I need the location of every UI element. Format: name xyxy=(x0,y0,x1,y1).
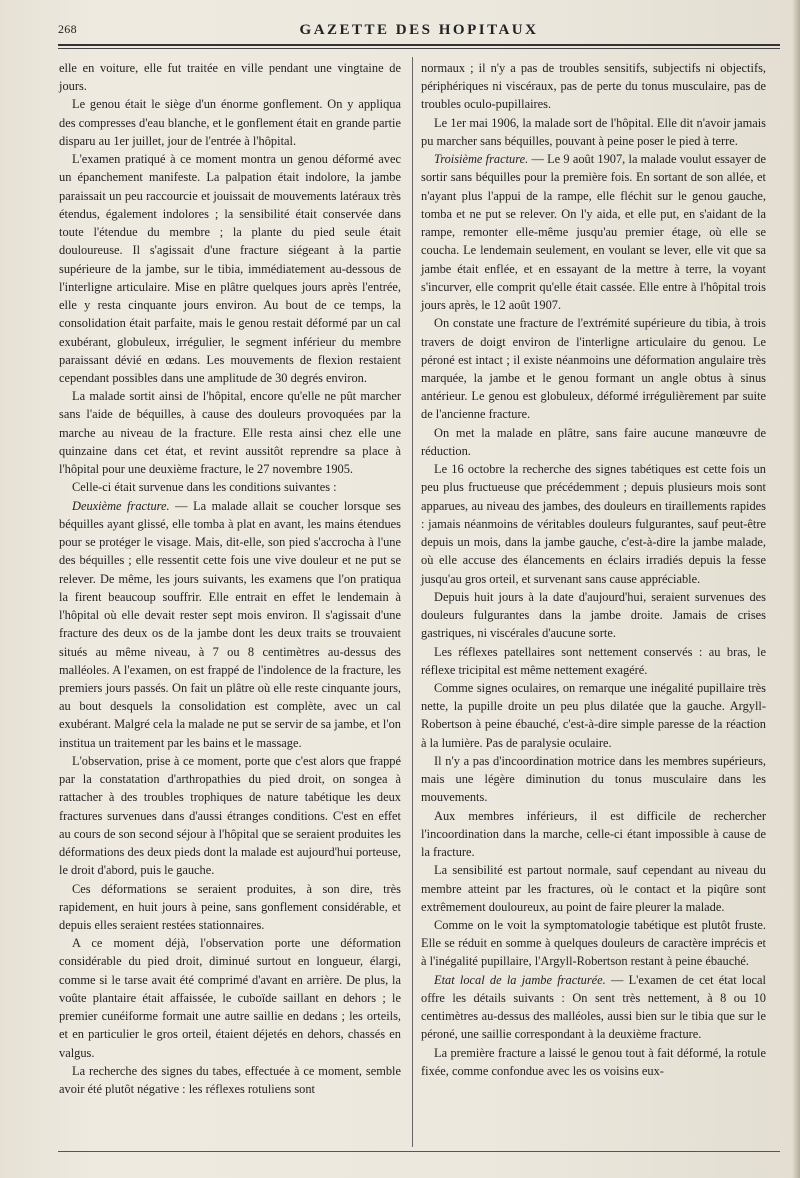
paragraph xyxy=(59,150,401,387)
left-text-column xyxy=(59,59,401,1098)
paragraph xyxy=(59,934,401,1062)
journal-title: GAZETTE DES HOPITAUX xyxy=(299,22,539,38)
paragraph-text: Aux membres inférieurs, il est difficile de rechercher l'incoordination dans la marche, celle-ci étant impossible à cause de la fracture. xyxy=(421,808,766,860)
paragraph-text: La malade sortit ainsi de l'hôpital, encore qu'elle ne pût marcher sans l'aide de béquilles, à cause des douleurs provoquées par la marche au niveau de la fracture. Elle resta ainsi chez elle une quinzaine dans cet état, et revint aussitôt reprendre sa place à l'hôpital pour une deuxième fracture, le 27 novembre 1905. xyxy=(59,389,401,477)
paragraph xyxy=(59,59,401,95)
paragraph-text: Celle-ci était survenue dans les conditions suivantes : xyxy=(72,480,337,495)
paragraph xyxy=(421,861,766,916)
paragraph-text: Comme signes oculaires, on remarque une inégalité pupillaire très nette, la pupille droite un peu plus dilatée que la gauche. Argyll-Robertson à peine ébauché, c'est-à-dire simple paresse de la réaction à la lumière. Pas de paralysie oculaire. xyxy=(421,680,766,750)
paragraph-text: — L'examen de cet état local offre les détails suivants : On sent très nettement, à 8 ou 10 centimètres au-dessus des malléoles, aussi bien sur le tibia que sur le péroné, une saillie correspondant à la deuxième fracture. xyxy=(421,972,766,1042)
paragraph xyxy=(59,387,401,478)
paragraph xyxy=(59,95,401,150)
paragraph xyxy=(421,643,766,679)
paragraph xyxy=(421,679,766,752)
paragraph-text: Le 16 octobre la recherche des signes tabétiques est cette fois un peu plus fructueuse que précédemment ; depuis plusieurs mois sont apparues, au niveau des jambes, des douleurs en tiraillements rapides : jamais néanmoins de véritables douleurs fulgurantes, sauf peut-être depuis un mois, dans la jambe gauche, c'est-à-dire la jambe malade, où elle accuse des élancements en éclairs irradiés depuis la fesse jusqu'au gros orteil, et survenant sans cause appréciable. xyxy=(421,462,766,586)
section-lead: Etat local de la jambe fracturée. xyxy=(434,972,606,987)
paragraph xyxy=(421,916,766,971)
paragraph xyxy=(421,114,766,150)
paragraph-text: elle en voiture, elle fut traitée en ville pendant une vingtaine de jours. xyxy=(59,61,401,94)
paragraph-text: On met la malade en plâtre, sans faire aucune manœuvre de réduction. xyxy=(421,425,766,458)
paragraph-text: On constate une fracture de l'extrémité supérieure du tibia, à trois travers de doigt environ de l'interligne articulaire du genou. Le péroné est intact ; il existe néanmoins une déformation angulaire très marquée, la jambe et le genou formant un angle obtus à sinus antérieur. Le genou est globuleux, déformé irrégulièrement par suite de l'ancienne fracture. xyxy=(421,316,766,422)
paragraph xyxy=(59,1062,401,1098)
paragraph-text: — La malade allait se coucher lorsque ses béquilles ayant glissé, elle tomba à plat en avant, les mains étendues pour se protéger le visage. Mais, dit-elle, son pied s'accrocha à l'une des béquilles ; elle ressentit cette fois une vive douleur et ne put se relever. De même, les jours suivants, les examens que l'on pratiqua la firent beaucoup souffrir. Elle entrait en effet le lendemain à l'hôpital où elle devait rester sept mois environ. Il s'agissait d'une fracture des deux os de la jambe dont les deux traits se trouvaient situés au même niveau, à 7 ou 8 centimètres au-dessus des malléoles. A l'examen, on est frappé de l'indolence de la fracture, les premiers jours passés. On fait un plâtre où elle reste cinquante jours, au bout desquels la consolidation est complète, avec un cal exubérant. Malgré cela la malade ne put se servir de sa jambe, et l'on institua un traitement par les bains et le massage. xyxy=(59,498,402,750)
page-number: 268 xyxy=(58,22,77,36)
section-lead: Troisième fracture. xyxy=(434,152,529,167)
paragraph xyxy=(59,752,401,880)
page-header xyxy=(58,22,780,40)
paragraph xyxy=(421,59,766,114)
paragraph-text: Ces déformations se seraient produites, à son dire, très rapidement, en huit jours à peine, sans gonflement considérable, et depuis elles seraient restées stationnaires. xyxy=(59,881,401,933)
footer-rule xyxy=(58,1151,780,1152)
paragraph xyxy=(421,1044,766,1080)
column-divider xyxy=(412,57,413,1147)
paragraph xyxy=(59,478,401,496)
header-rule-thick xyxy=(58,44,780,46)
paragraph xyxy=(421,752,766,807)
paragraph-text: A ce moment déjà, l'observation porte une déformation considérable du pied droit, diminué surtout en longueur, élargi, comme si le tarse avait été comprimé d'avant en arrière. De plus, la voûte plantaire était affaissée, le cuboïde saillant en dehors ; le premier cunéiforme formait une autre saillie en dedans ; les orteils, et en particulier le gros orteil, étaient déjetés en dehors, chassés en valgus. xyxy=(59,936,401,1060)
page-edge-shadow xyxy=(792,0,800,1178)
paragraph-text: L'examen pratiqué à ce moment montra un genou déformé avec un épanchement manifeste. La palpation était indolore, la jambe paraissait un peu raccourcie et jouissait de mouvements latéraux très étendus, également indolores ; la sensibilité était conservée dans toute l'étendue du membre ; la plante du pied seule était douloureuse. Il s'agissait d'une fracture siégeant à la partie supérieure de la jambe, sur le tibia, immédiatement au-dessous de l'interligne articulaire. Mise en plâtre quelques jours après l'entrée, elle y resta cinquante jours environ. Au bout de ce temps, la consolidation était parfaite, mais le genou restait déformé par un cal exubérant, globuleux, irrégulier, le segment inférieur du membre paraissant dévié en œdans. Les mouvements de flexion restaient cependant possibles dans une amplitude de 30 degrés environ. xyxy=(59,152,401,385)
paragraph-text: L'observation, prise à ce moment, porte que c'est alors que frappé par la constatation d'arthropathies du pied droit, on songea à rattacher à des troubles trophiques de nature tabétique les deux fractures survenues dans d'aussi étranges conditions. C'est en effet au cours de son second séjour à l'hôpital que se seraient produites les déformations des deux pieds dont la malade est aujourd'hui porteuse, le droit d'abord, puis le gauche. xyxy=(59,753,401,878)
paragraph xyxy=(421,424,766,460)
paragraph-text: Comme on le voit la symptomatologie tabétique est plutôt fruste. Elle se réduit en somme à quelques douleurs de caractère imprécis et à l'inégalité pupillaire, l'Argyll-Robertson restant à peine ébauché. xyxy=(421,918,766,969)
paragraph-text: Depuis huit jours à la date d'aujourd'hui, seraient survenues des douleurs fulgurantes dans la jambe droite. Jamais de crises gastriques, ni viscérales d'aucune sorte. xyxy=(421,589,766,641)
paragraph xyxy=(421,460,766,588)
paragraph xyxy=(59,497,401,752)
paragraph-text: La première fracture a laissé le genou tout à fait déformé, la rotule fixée, comme confondue avec les os voisins eux- xyxy=(421,1045,766,1078)
paragraph-text: — Le 9 août 1907, la malade voulut essayer de sortir sans béquilles pour la première fois. En sortant de son allée, et n'ayant plus l'appui de la rampe, elle fléchit sur le genou gauche, tomba et ne put se relever. On l'y aida, et elle put, en s'aidant de la rampe, remonter elle-même jusqu'au premier étage, où elle se coucha. Le lendemain seulement, en voulant se lever, elle vit que sa jambe était enflée, et en essayant de la mettre à terre, la voyant s'incurver, elle comprit qu'elle était cassée. Elle entre à l'hôpital trois jours après, le 12 août 1907. xyxy=(421,152,766,313)
right-text-column xyxy=(421,59,766,1080)
paragraph xyxy=(59,880,401,935)
paragraph xyxy=(421,150,766,314)
paragraph-text: Il n'y a pas d'incoordination motrice dans les membres supérieurs, mais une légère diminution du tonus musculaire dans les mouvements. xyxy=(421,753,766,805)
paragraph-text: La recherche des signes du tabes, effectuée à ce moment, semble avoir été plutôt négative : les réflexes rotuliens sont xyxy=(59,1063,401,1097)
paragraph xyxy=(421,807,766,862)
paragraph xyxy=(421,588,766,643)
paragraph-text: Le 1er mai 1906, la malade sort de l'hôpital. Elle dit n'avoir jamais pu marcher sans béquilles, pouvant à peine poser le pied à terre. xyxy=(421,115,766,148)
paragraph xyxy=(421,314,766,423)
paragraph-text: La sensibilité est partout normale, sauf cependant au niveau du membre atteint par les fractures, où le contact et la piqûre sont extrêmement douloureux, au point de faire pleurer la malade. xyxy=(421,863,766,914)
section-lead: Deuxième fracture. xyxy=(72,498,170,513)
paragraph-text: Le genou était le siège d'un énorme gonflement. On y appliqua des compresses d'eau blanche, et le gonflement était en grande partie disparu au 1er juillet, jour de l'entrée à l'hôpital. xyxy=(59,97,401,148)
paragraph-text: normaux ; il n'y a pas de troubles sensitifs, subjectifs ni objectifs, périphériques ni viscéraux, pas de perte du tonus musculaire, pas de troubles oculo-pupillaires. xyxy=(421,61,766,112)
paragraph-text: Les réflexes patellaires sont nettement conservés : au bras, le réflexe tricipital est même nettement exagéré. xyxy=(421,644,766,677)
header-rule-thin xyxy=(58,48,780,49)
paragraph xyxy=(421,971,766,1044)
